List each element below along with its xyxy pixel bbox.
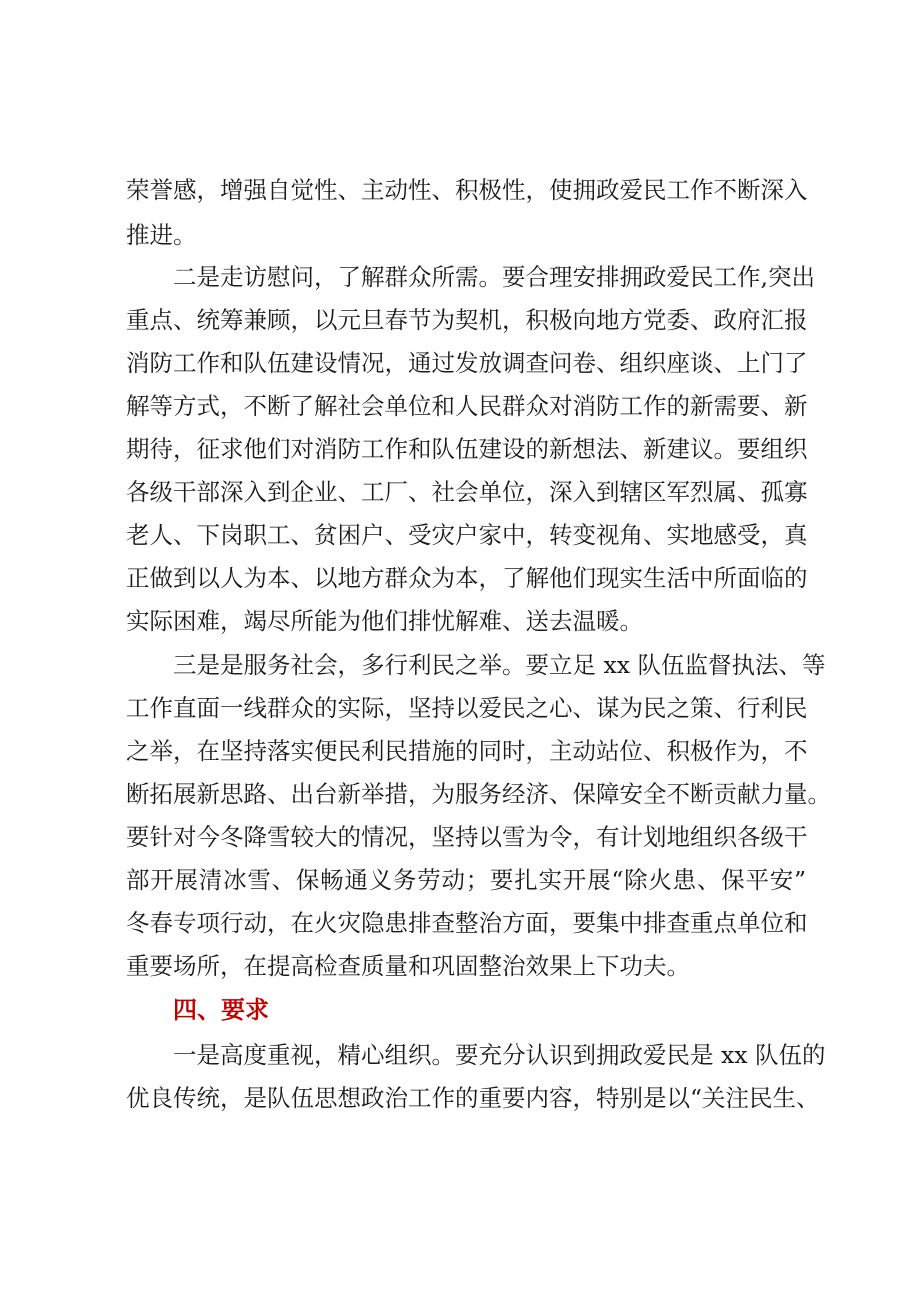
body-line: 老人、下岗职工、贫困户、受灾户家中，转变视角、实地感受，真 bbox=[126, 521, 808, 549]
body-line: 推进。 bbox=[126, 221, 197, 249]
paragraph-3-first-line: 三是是服务社会，多行利民之举。要立足 xx 队伍监督执法、等 bbox=[173, 651, 826, 679]
body-line: 重要场所，在提高检查质量和巩固整治效果上下功夫。 bbox=[126, 952, 690, 980]
body-line: 期待，征求他们对消防工作和队伍建设的新想法、新建议。要组织 bbox=[126, 435, 808, 463]
body-line: 部开展清冰雪、保畅通义务劳动；要扎实开展“除火患、保平安” bbox=[126, 866, 806, 894]
body-line: 工作直面一线群众的实际，坚持以爱民之心、谋为民之策、行利民 bbox=[126, 694, 808, 722]
body-line: 消防工作和队伍建设情况，通过发放调查问卷、组织座谈、上门了 bbox=[126, 349, 808, 377]
paragraph-2-first-line: 二是走访慰问，了解群众所需。要合理安排拥政爱民工作,突出 bbox=[173, 263, 815, 291]
body-line: 正做到以人为本、以地方群众为本，了解他们现实生活中所面临的 bbox=[126, 564, 808, 592]
body-line: 重点、统筹兼顾，以元旦春节为契机，积极向地方党委、政府汇报 bbox=[126, 306, 808, 334]
body-line: 优良传统，是队伍思想政治工作的重要内容，特别是以“关注民生、 bbox=[126, 1084, 820, 1112]
body-line: 断拓展新思路、出台新举措，为服务经济、保障安全不断贡献力量。 bbox=[126, 780, 831, 808]
body-line: 之举，在坚持落实便民利民措施的同时，主动站位、积极作为，不 bbox=[126, 737, 808, 765]
body-line: 各级干部深入到企业、工厂、社会单位，深入到辖区军烈属、孤寡 bbox=[126, 478, 808, 506]
body-line: 解等方式，不断了解社会单位和人民群众对消防工作的新需要、新 bbox=[126, 392, 808, 420]
section-heading: 四、要求 bbox=[173, 996, 269, 1024]
paragraph-4-first-line: 一是高度重视，精心组织。要充分认识到拥政爱民是 xx 队伍的 bbox=[173, 1041, 826, 1069]
body-line: 要针对今冬降雪较大的情况，坚持以雪为令，有计划地组织各级干 bbox=[126, 823, 808, 851]
body-line: 冬春专项行动，在火灾隐患排查整治方面，要集中排查重点单位和 bbox=[126, 909, 808, 937]
body-line: 荣誉感，增强自觉性、主动性、积极性，使拥政爱民工作不断深入 bbox=[126, 176, 808, 204]
body-line: 实际困难，竭尽所能为他们排忧解难、送去温暖。 bbox=[126, 607, 643, 635]
